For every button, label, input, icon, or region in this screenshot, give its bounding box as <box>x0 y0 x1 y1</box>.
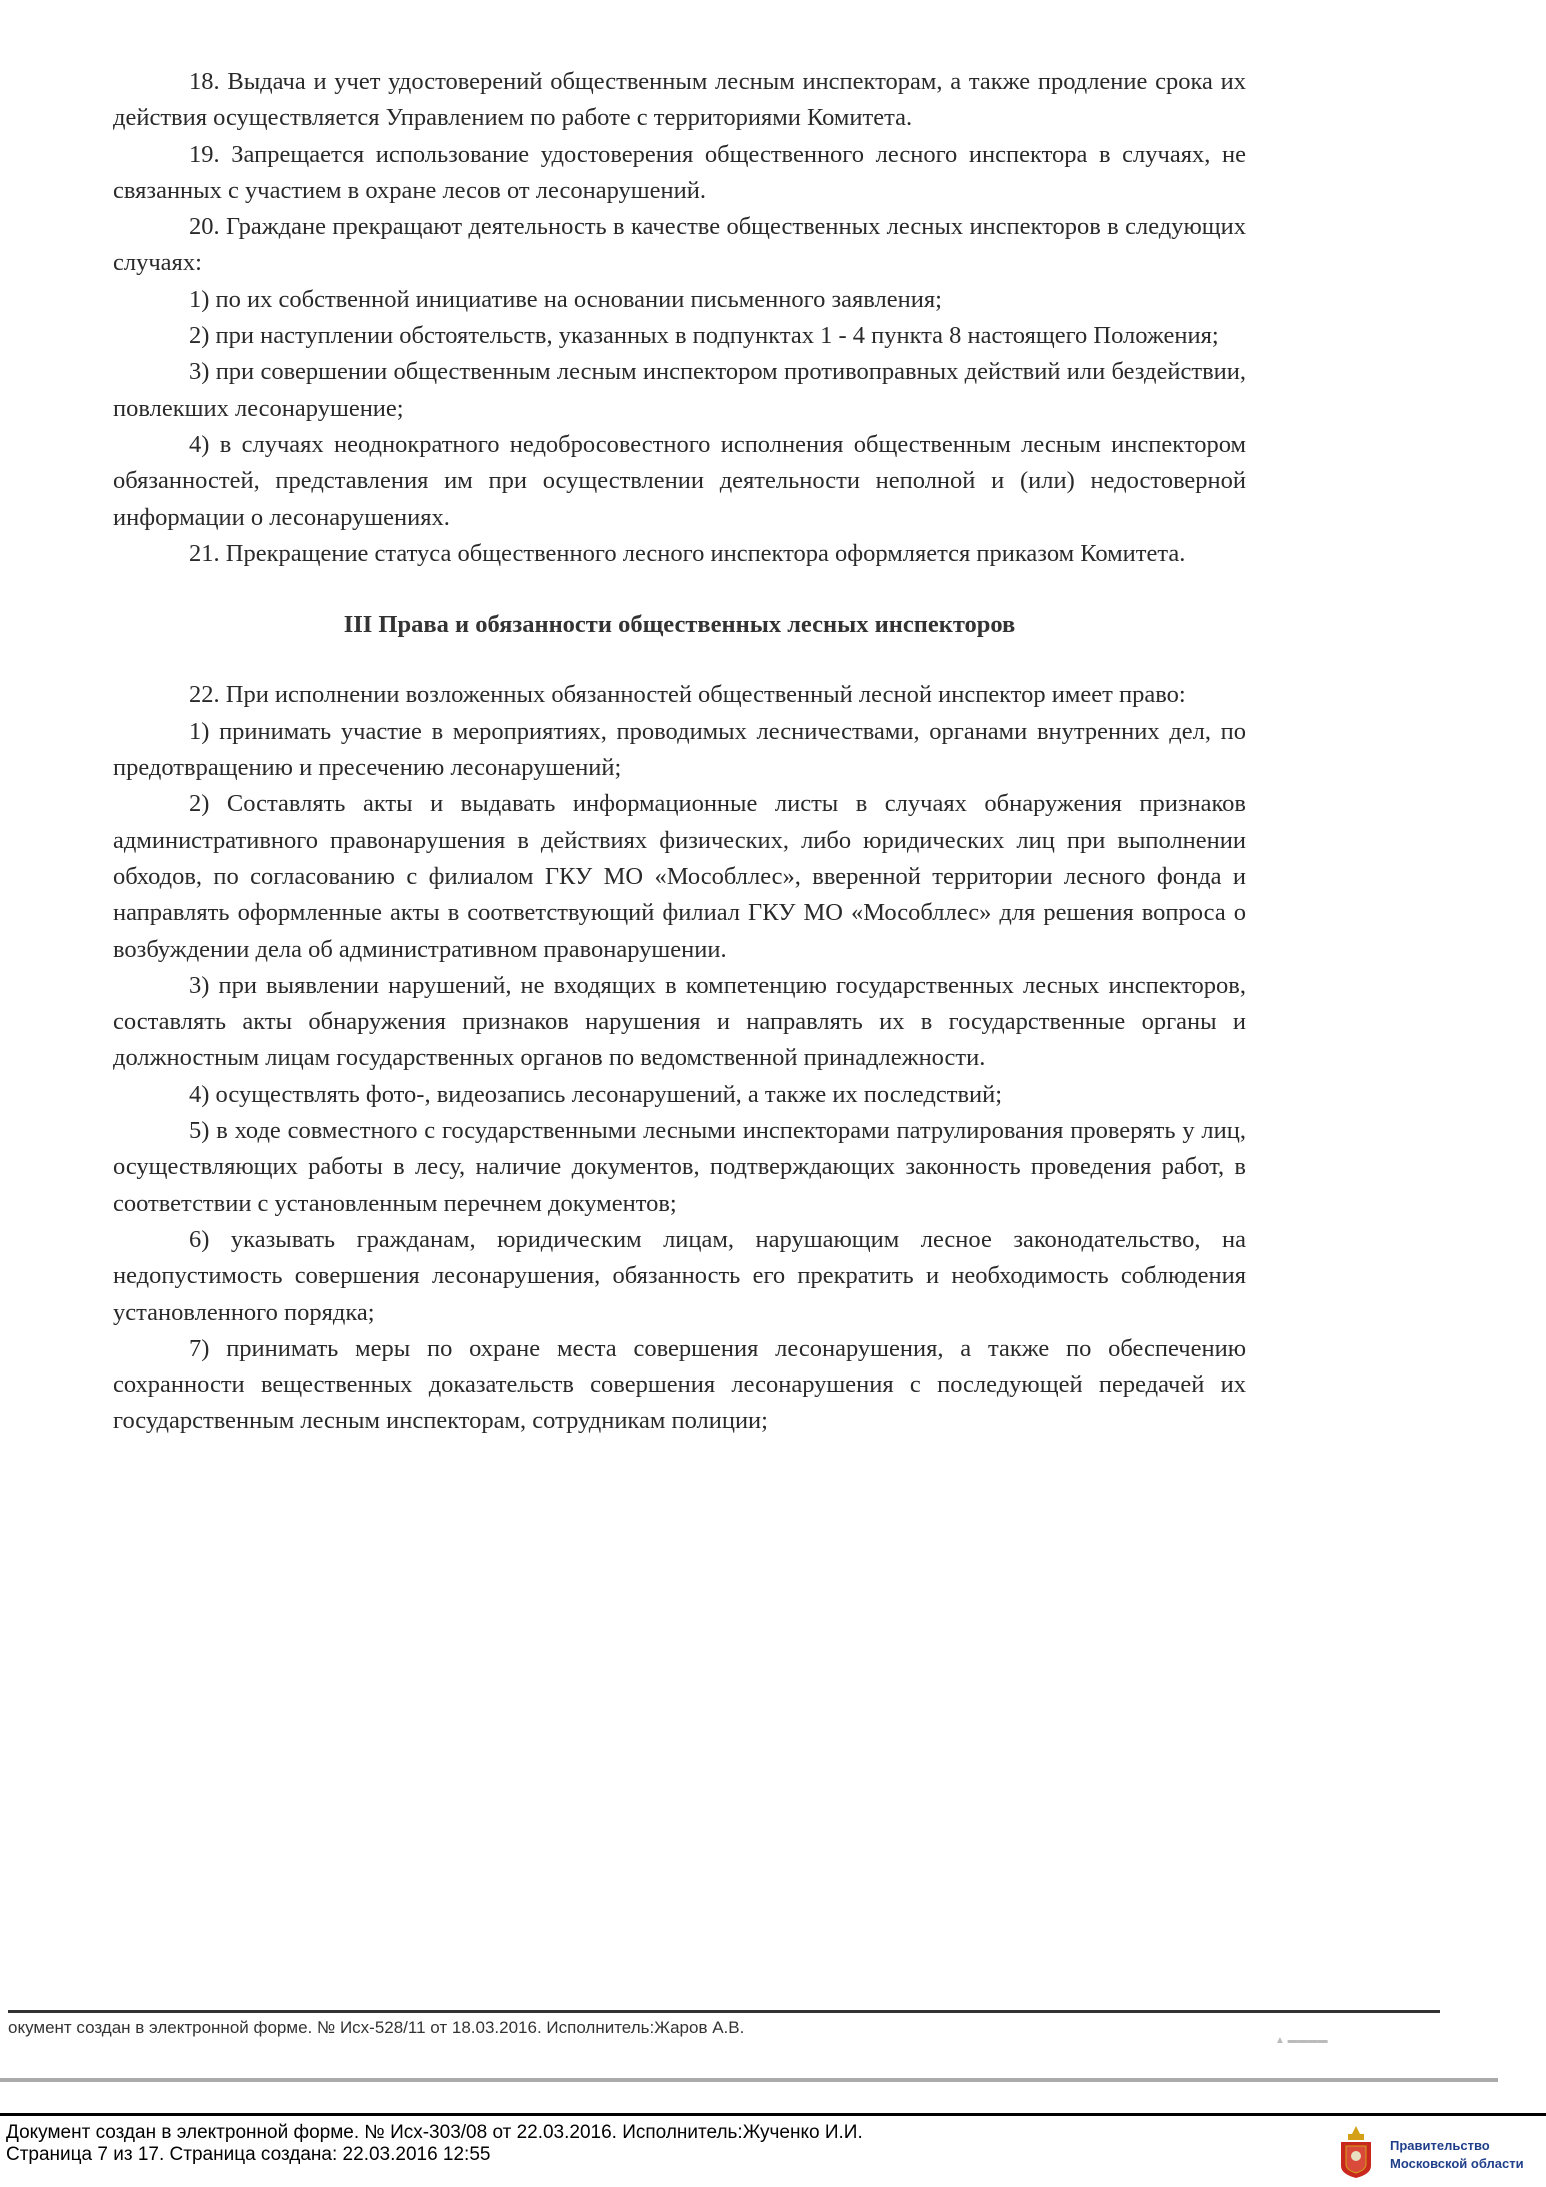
paragraph: 2) при наступлении обстоятельств, указанных в подпунктах 1 - 4 пункта 8 настоящего Положения; <box>189 322 1219 350</box>
section-heading: III Права и обязанности общественных лесных инспекторов <box>343 611 1016 639</box>
paragraph: 1) по их собственной инициативе на основании письменного заявления; <box>189 285 942 313</box>
moscow-oblast-emblem-icon <box>1338 2124 1374 2180</box>
old-footer-divider <box>8 2010 1440 2013</box>
paragraph: 4) в случаях неоднократного недобросовестного исполнения общественным лесным инспектором обязанностей, представления им при осуществлении деятельности неполной и (или) недостоверной информации о лесонарушениях. <box>113 430 1246 531</box>
footer-line-2: Страница 7 из 17. Страница создана: 22.03.2016 12:55 <box>6 2144 491 2165</box>
paragraph: 19. Запрещается использование удостоверения общественного лесного инспектора в случаях, не связанных с участием в охране лесов от лесонарушений. <box>113 140 1246 204</box>
paragraph: 3) при выявлении нарушений, не входящих в компетенцию государственных лесных инспекторов, составлять акты обнаружения признаков нарушения и направлять их в государственные органы и должностным лицам государственных органов по ведомственной принадлежности. <box>113 971 1246 1072</box>
paragraph: 21. Прекращение статуса общественного лесного инспектора оформляется приказом Комитета. <box>189 539 1186 567</box>
paragraph: 22. При исполнении возложенных обязанностей общественный лесной инспектор имеет право: <box>189 681 1186 709</box>
old-logo-faded: ▲ ▬▬▬▬ <box>1275 2035 1328 2046</box>
old-footer-text: окумент создан в электронной форме. № Исх-528/11 от 18.03.2016. Исполнитель:Жаров А.В. <box>8 2018 745 2037</box>
footer-divider <box>0 2113 1546 2116</box>
paragraph: 3) при совершении общественным лесным инспектором противоправных действий или бездействии, повлекших лесонарушение; <box>113 358 1246 422</box>
paragraph: 2) Составлять акты и выдавать информационные листы в случаях обнаружения признаков административного правонарушения в действиях физических, либо юридических лиц при выполнении обходов, по согласованию с филиалом ГКУ МО «Мособллес», вверенной территории лесного фонда и направлять оформленные акты в соответствующий филиал ГКУ МО «Мособллес» для решения вопроса о возбуждении дела об административном правонарушении. <box>113 790 1246 963</box>
scan-edge-divider <box>0 2078 1498 2082</box>
footer <box>6 2122 863 2166</box>
document-page <box>113 64 1246 1440</box>
logo-line-2: Московской области <box>1390 2156 1524 2171</box>
paragraph: 20. Граждане прекращают деятельность в качестве общественных лесных инспекторов в следующих случаях: <box>113 213 1246 277</box>
paragraph: 4) осуществлять фото-, видеозапись лесонарушений, а также их последствий; <box>189 1080 1003 1108</box>
paragraph: 18. Выдача и учет удостоверений общественным лесным инспекторам, а также продление срока их действия осуществляется Управлением по работе с территориями Комитета. <box>113 68 1246 132</box>
footer-line-1: Документ создан в электронной форме. № Исх-303/08 от 22.03.2016. Исполнитель:Жученко И.И. <box>6 2122 863 2143</box>
paragraph: 1) принимать участие в мероприятиях, проводимых лесничествами, органами внутренних дел, по предотвращению и пресечению лесонарушений; <box>113 717 1246 782</box>
paragraph: 7) принимать меры по охране места совершения лесонарушения, а также по обеспечению сохранности вещественных доказательств совершения лесонарушения с последующей передачей их государственным лесным инспекторам, сотрудникам полиции; <box>113 1334 1246 1435</box>
logo-line-1: Правительство <box>1390 2138 1490 2153</box>
paragraph: 6) указывать гражданам, юридическим лицам, нарушающим лесное законодательство, на недопустимость совершения лесонарушения, обязанность его прекратить и необходимость соблюдения установленного порядка; <box>113 1225 1246 1326</box>
government-logo-text <box>1390 2137 1524 2173</box>
paragraphs-after <box>113 677 1246 1439</box>
paragraphs-before <box>113 64 1246 572</box>
paragraph: 5) в ходе совместного с государственными лесными инспекторами патрулирования проверять у лиц, осуществляющих работы в лесу, наличие документов, подтверждающих законность проведения работ, в соответствии с установленным перечнем документов; <box>113 1117 1246 1217</box>
